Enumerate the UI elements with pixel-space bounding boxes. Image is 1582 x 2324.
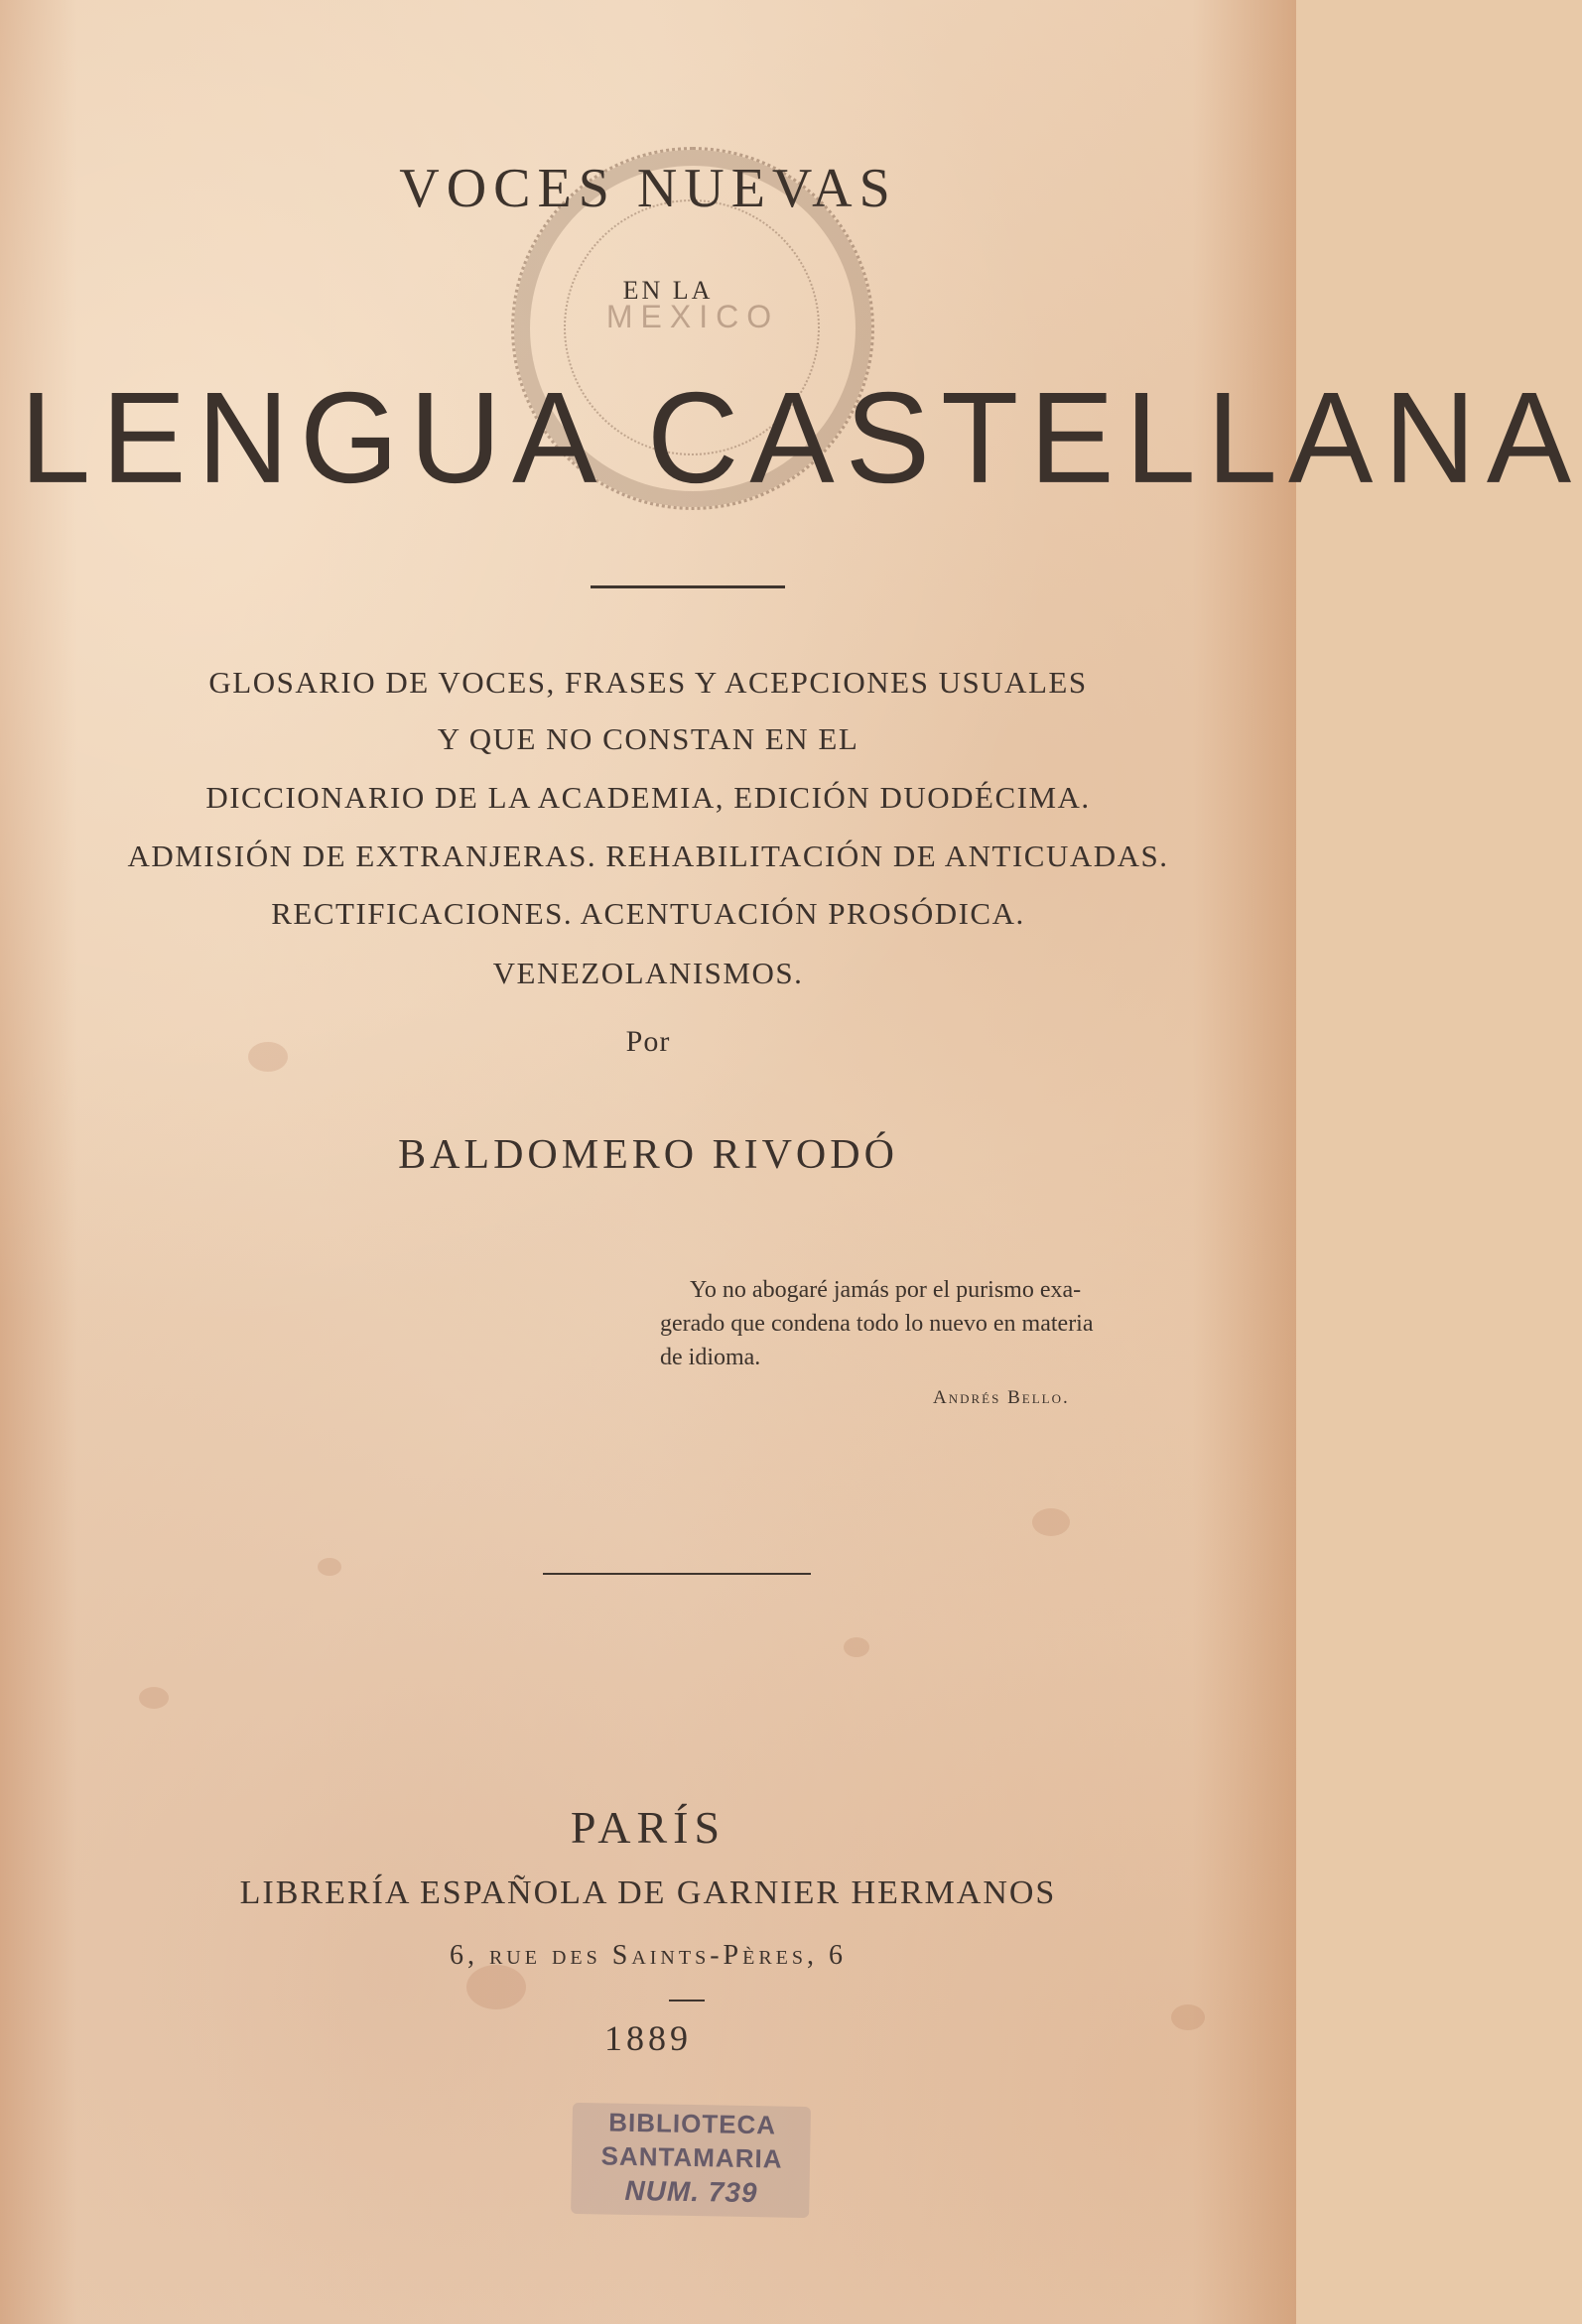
imprint-year: 1889: [604, 2018, 692, 2058]
imprint-publisher: LIBRERÍA ESPAÑOLA DE GARNIER HERMANOS: [239, 1874, 1057, 1911]
stamp-line: BIBLIOTECA: [607, 2107, 777, 2140]
seal-text: MEXICO: [605, 299, 780, 334]
subtitle-line: GLOSARIO DE VOCES, FRASES Y ACEPCIONES USUALES: [208, 665, 1088, 700]
subtitle-line: ADMISIÓN DE EXTRANJERAS. REHABILITACIÓN DE ANTICUADAS.: [127, 839, 1169, 873]
foxing-spot: [1032, 1508, 1070, 1536]
imprint-city: PARÍS: [570, 1802, 726, 1853]
title-divider: [591, 585, 785, 588]
by-label: Por: [625, 1025, 671, 1058]
title-line-1: VOCES NUEVAS: [399, 158, 897, 219]
foxing-spot: [139, 1687, 169, 1709]
library-stamp: [577, 2107, 807, 2220]
subtitle-line: DICCIONARIO DE LA ACADEMIA, EDICIÓN DUODÉCIMA.: [205, 780, 1091, 815]
stamp-line: SANTAMARIA: [600, 2140, 783, 2174]
epigraph-line: Yo no abogaré jamás por el purismo exa-: [690, 1277, 1082, 1303]
epigraph-attribution: Andrés Bello.: [933, 1387, 1070, 1408]
imprint-divider: [543, 1573, 811, 1575]
author-name: BALDOMERO RIVODÓ: [398, 1132, 898, 1178]
foxing-spot: [318, 1558, 341, 1576]
title-line-3: LENGUA CASTELLANA: [20, 365, 1582, 511]
title-line-2: EN LA: [622, 276, 714, 305]
epigraph: [660, 1273, 1236, 1374]
stamp-line: NUM. 739: [624, 2174, 758, 2209]
subtitle-line: RECTIFICACIONES. ACENTUACIÓN PROSÓDICA.: [271, 896, 1025, 931]
subtitle-line: VENEZOLANISMOS.: [492, 956, 804, 990]
foxing-spot: [844, 1637, 869, 1657]
epigraph-line: gerado que condena todo lo nuevo en materia: [660, 1311, 1094, 1337]
epigraph-line: de idioma.: [660, 1345, 761, 1370]
year-divider: [669, 2000, 705, 2001]
subtitle-line: Y QUE NO CONSTAN EN EL: [437, 721, 859, 756]
imprint-address: 6, rue des Saints-Pères, 6: [449, 1940, 848, 1971]
